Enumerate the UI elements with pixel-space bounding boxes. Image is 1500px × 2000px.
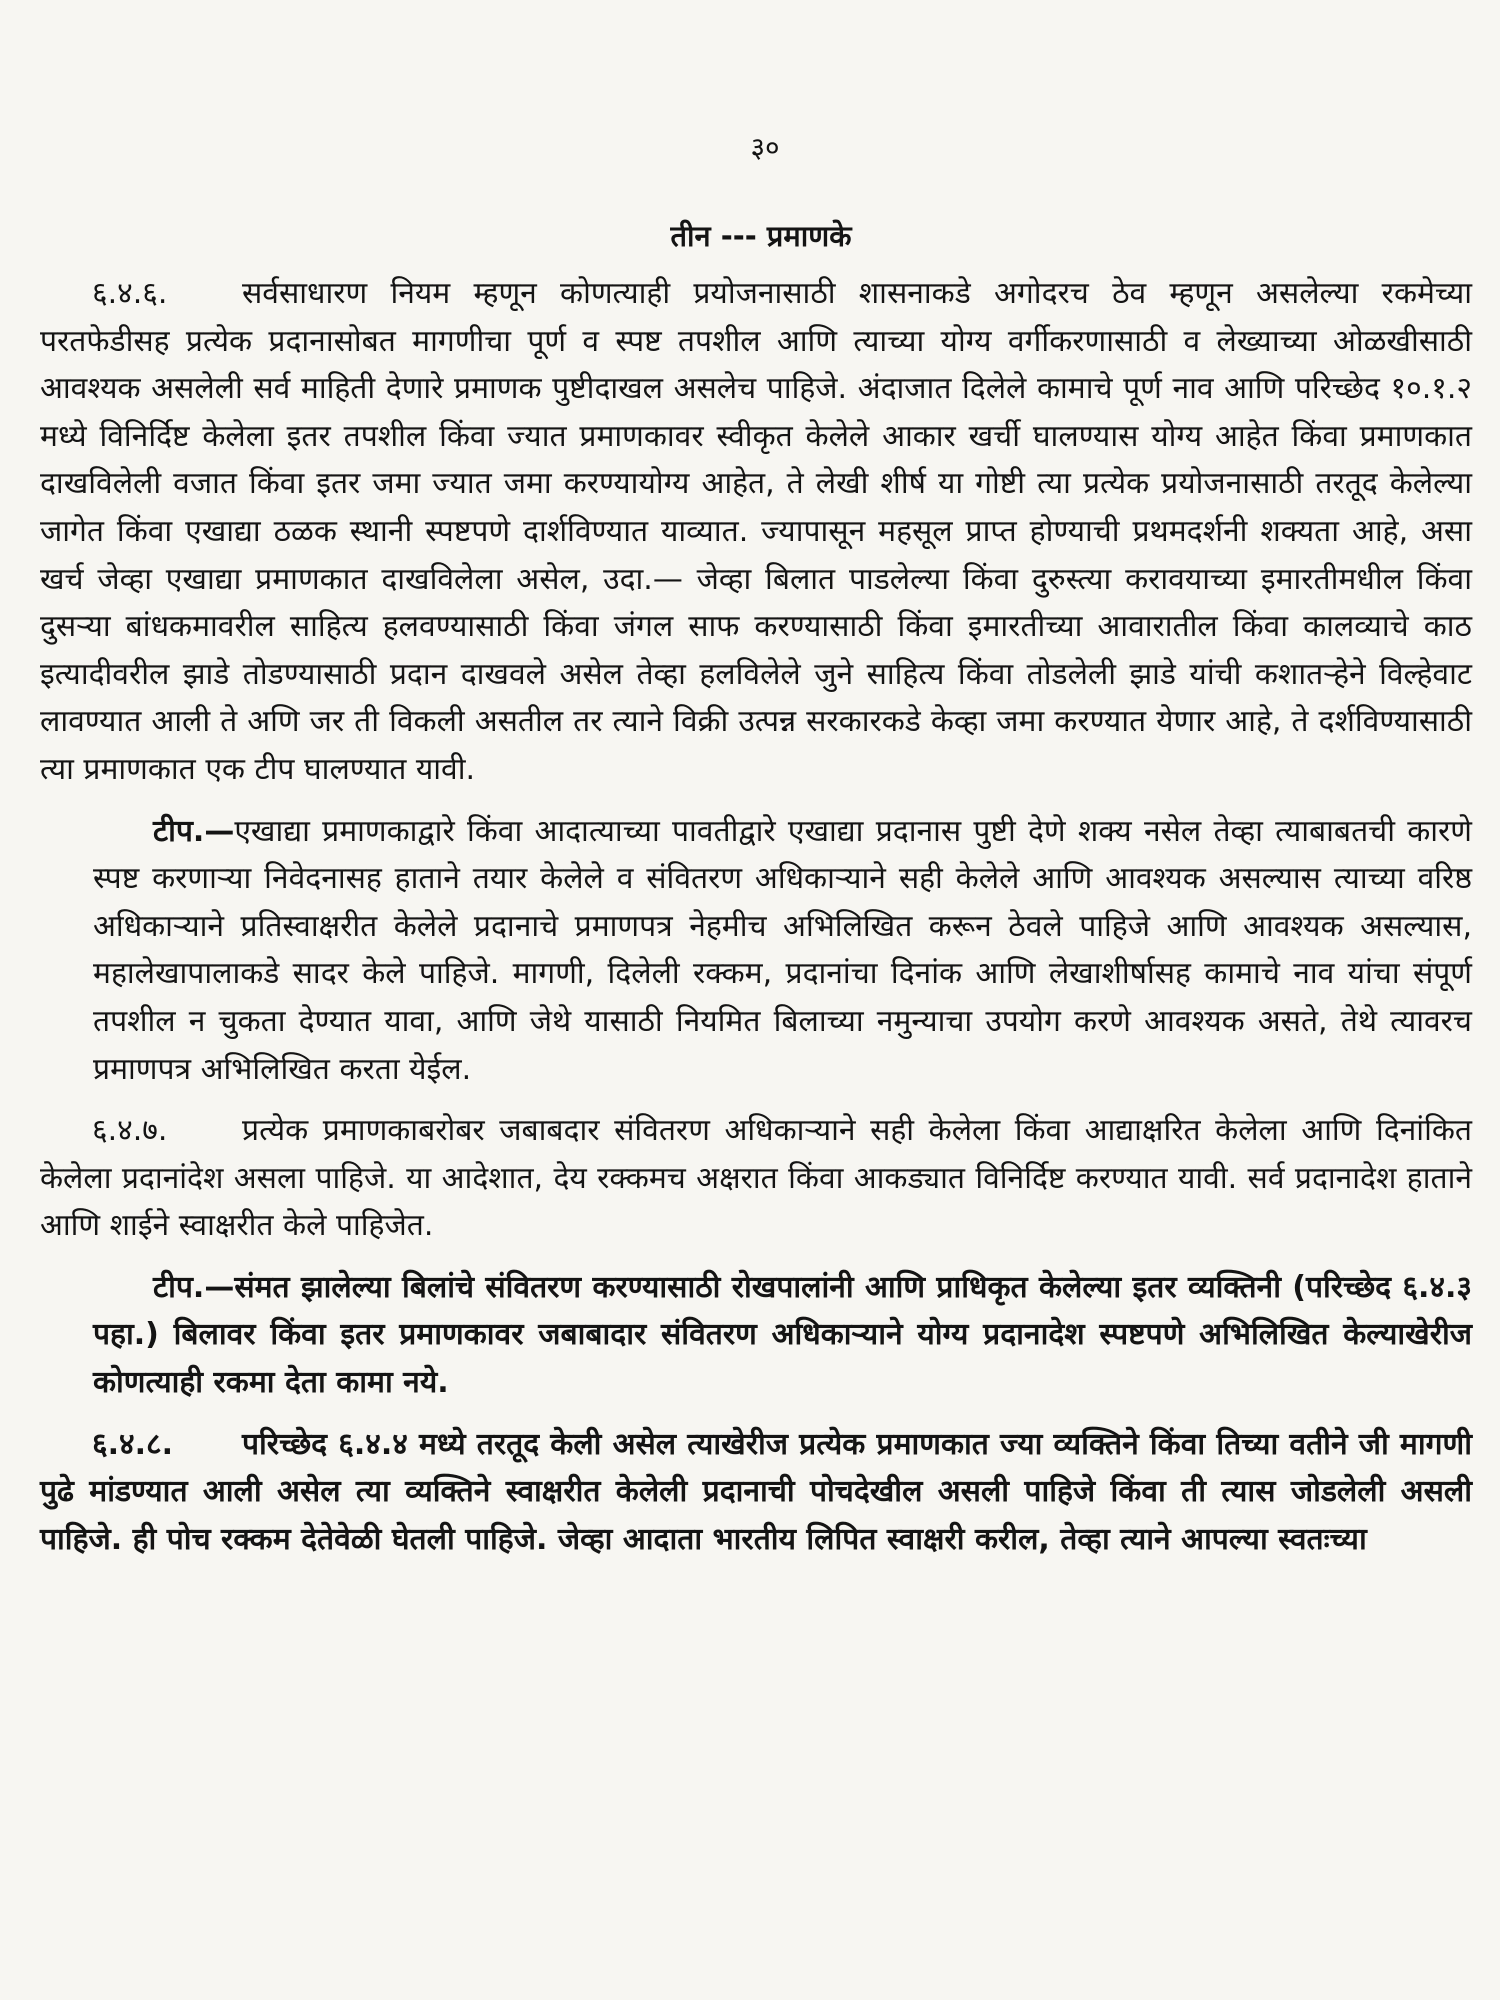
note-2 (40, 1264, 1472, 1407)
note-label: टीप.— (153, 813, 235, 849)
note-label: टीप.— (153, 1269, 235, 1305)
paragraph-number: ६.४.६. (92, 276, 168, 311)
paragraph-text: प्रत्येक प्रमाणकाबरोबर जबाबदार संवितरण अधिकाऱ्याने सही केलेला किंवा आद्याक्षरित केलेला आणि दिनांकित केलेला प्रदानांदेश असला पाहिजे. या आदेशात, देय रक्कमच अक्षरात किंवा आकड्यात विनिर्दिष्ट करण्यात यावी. सर्व प्रदानादेश हाताने आणि शाईने स्वाक्षरीत केले पाहिजेत. (40, 1113, 1472, 1244)
note-1 (40, 808, 1472, 1094)
page-number: ३० (750, 131, 780, 164)
paragraph-6-4-6 (40, 270, 1472, 794)
section-heading: तीन --- प्रमाणके (670, 219, 852, 253)
paragraph-number: ६.४.७. (92, 1113, 168, 1149)
note-text: संमत झालेल्या बिलांचे संवितरण करण्यासाठी रोखपालांनी आणि प्राधिकृत केलेल्या इतर व्यक्तिनी (परिच्छेद ६.४.३ पहा.) बिलावर किंवा इतर प्रमाणकावर जबाबादार संवितरण अधिकाऱ्याने योग्य प्रदानादेश स्पष्टपणे अभिलिखित केल्याखेरीज कोणत्याही रकमा देता कामा नये. (93, 1269, 1472, 1401)
paragraph-6-4-7 (40, 1107, 1472, 1250)
paragraph-number: ६.४.८. (92, 1426, 173, 1462)
paragraph-text: परिच्छेद ६.४.४ मध्ये तरतूद केली असेल त्याखेरीज प्रत्येक प्रमाणकात ज्या व्यक्तिने किंवा तिच्या वतीने जी मागणी पुढे मांडण्यात आली असेल त्या व्यक्तिने स्वाक्षरीत केलेली प्रदानाची पोचदेखील असली पाहिजे किंवा ती त्यास जोडलेली असली पाहिजे. ही पोच रक्कम देतेवेळी घेतली पाहिजे. जेव्हा आदाता भारतीय लिपित स्वाक्षरी करील, तेव्हा त्याने आपल्या स्वतःच्या (40, 1426, 1472, 1557)
note-text: एखाद्या प्रमाणकाद्वारे किंवा आदात्याच्या पावतीद्वारे एखाद्या प्रदानास पुष्टी देणे शक्य नसेल तेव्हा त्याबाबतची कारणे स्पष्ट करणाऱ्या निवेदनासह हाताने तयार केलेले व संवितरण अधिकाऱ्याने सही केलेले आणि आवश्यक असल्यास त्याच्या वरिष्ठ अधिकाऱ्याने प्रतिस्वाक्षरीत केलेले प्रदानाचे प्रमाणपत्र नेहमीच अभिलिखित करून ठेवले पाहिजे आणि आवश्यक असल्यास, महालेखापालाकडे सादर केले पाहिजे. मागणी, दिलेली रक्कम, प्रदानांचा दिनांक आणि लेखाशीर्षासह कामाचे नाव यांचा संपूर्ण तपशील न चुकता देण्यात यावा, आणि जेथे यासाठी नियमित बिलाच्या नमुन्याचा उपयोग करणे आवश्यक असते, तेथे त्यावरच प्रमाणपत्र अभिलिखित करता येईल. (93, 813, 1472, 1087)
paragraph-text: सर्वसाधारण नियम म्हणून कोणत्याही प्रयोजनासाठी शासनाकडे अगोदरच ठेव म्हणून असलेल्या रकमेच्या परतफेडीसह प्रत्येक प्रदानासोबत मागणीचा पूर्ण व स्पष्ट तपशील आणि त्याच्या योग्य वर्गीकरणासाठी व लेख्याच्या ओळखीसाठी आवश्यक असलेली सर्व माहिती देणारे प्रमाणक पुष्टीदाखल असलेच पाहिजे. अंदाजात दिलेले कामाचे पूर्ण नाव आणि परिच्छेद १०.१.२ मध्ये विनिर्दिष्ट केलेला इतर तपशील किंवा ज्यात प्रमाणकावर स्वीकृत केलेले आकार खर्ची घालण्यास योग्य आहेत किंवा प्रमाणकात दाखविलेली वजात किंवा इतर जमा ज्यात जमा करण्यायोग्य आहेत, ते लेखी शीर्ष या गोष्टी त्या प्रत्येक प्रयोजनासाठी तरतूद केलेल्या जागेत किंवा एखाद्या ठळक स्थानी स्पष्टपणे दार्शविण्यात याव्यात. ज्यापासून महसूल प्राप्त होण्याची प्रथमदर्शनी शक्यता आहे, असा खर्च जेव्हा एखाद्या प्रमाणकात दाखविलेला असेल, उदा.— जेव्हा बिलात पाडलेल्या किंवा दुरुस्त्या करावयाच्या इमारतीमधील किंवा दुसऱ्या बांधकमावरील साहित्य हलवण्यासाठी किंवा जंगल साफ करण्यासाठी किंवा इमारतीच्या आवारातील किंवा कालव्याचे काठ इत्यादीवरील झाडे तोडण्यासाठी प्रदान दाखवले असेल तेव्हा हलविलेले जुने साहित्य किंवा तोडलेली झाडे यांची कशातऱ्हेने विल्हेवाट लावण्यात आली ते अणि जर ती विकली असतील तर त्याने विक्री उत्पन्न सरकारकडे केव्हा जमा करण्यात येणार आहे, ते दर्शविण्यासाठी त्या प्रमाणकात एक टीप घालण्यात यावी. (40, 276, 1472, 787)
paragraph-6-4-8 (40, 1421, 1472, 1564)
